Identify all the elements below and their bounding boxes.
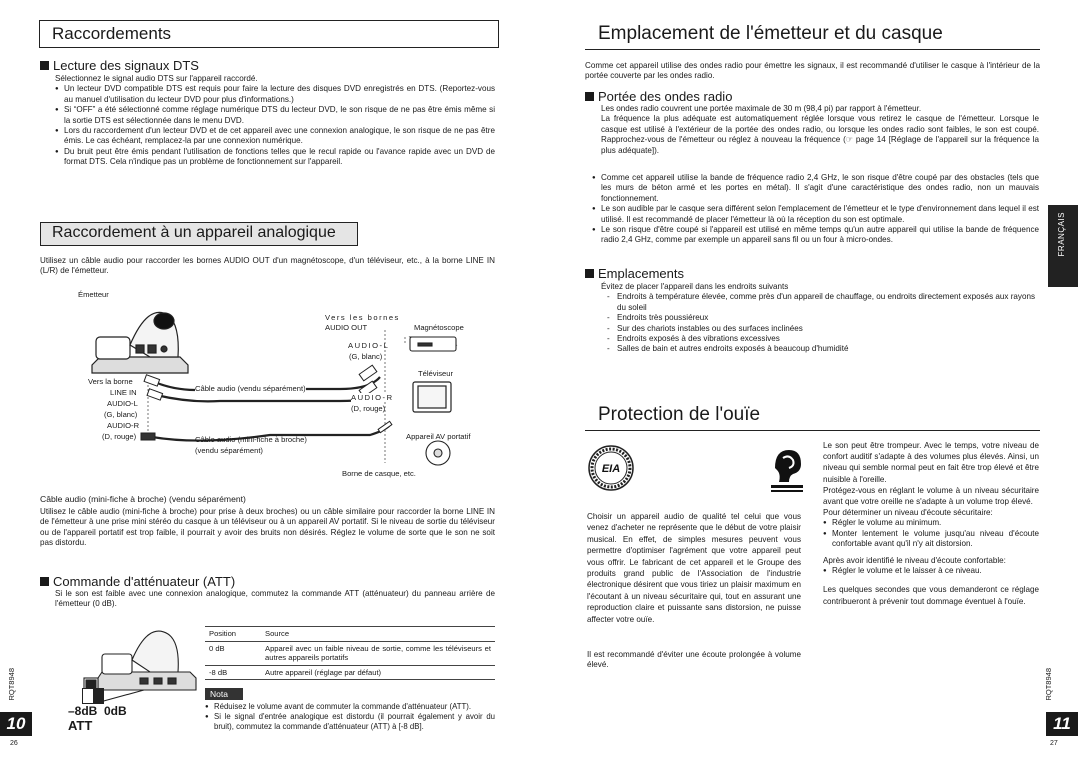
label-cable-audio: Câble audio (vendu séparément) [195, 384, 306, 393]
raccordements-title: Raccordements [52, 24, 172, 43]
francais-label: FRANÇAIS [1057, 212, 1066, 257]
portee-p2: La fréquence la plus adéquate est automatiquement réglée lorsque vous retirez le casque de l'émetteur. Lorsque le casque est utilisé à l'extérieur de la portée des ondes radio, ou lorsque les ondes radio sont faibles, le son est coupé. Rapprochez-vous de l'émetteur ou réglez à nouveau la fréquence (☞ page 14 [Réglage de l'appareil sur la fréquence la plus adéquate]). [601, 114, 1039, 155]
protection-col2-p2: Protégez-vous en réglant le volume à un niveau sécuritaire avant que votre oreille ne s'adapte à un volume trop élevé. [823, 485, 1039, 507]
ear-listening-icon [767, 444, 807, 494]
dts-intro: Sélectionnez le signal audio DTS sur l'appareil raccordé. [55, 74, 258, 83]
table-row [205, 665, 495, 680]
emplacement-rule [585, 49, 1040, 50]
label-vers-bornes: Vers les bornes [325, 313, 400, 322]
left-rqt: RQT8948 [7, 668, 16, 701]
left-small-page: 26 [10, 740, 18, 747]
dts-title: Lecture des signaux DTS [53, 58, 199, 73]
portee-bullets [592, 173, 1039, 246]
label-magnetoscope: Magnétoscope [414, 323, 464, 332]
label-left-audio-l: AUDIO-L [107, 399, 138, 408]
protection-col2 [823, 440, 1039, 607]
protection-col2-p3: Pour déterminer un niveau d'écoute sécuritaire: [823, 508, 993, 518]
att-title: Commande d'atténuateur (ATT) [53, 574, 236, 589]
protection-col1-p1: Choisir un appareil audio de qualité tel celui que vous venez d'acheter ne représente que le début de votre plaisir musical. En effet, de simples mesures peuvent vous permettre d'optimiser l'agrément que votre appareil peut vous offrir. Le fabricant de cet appareil et le Groupe des produits grand public de l'Association de l'industrie électronique désirent que vous tiriez un plaisir maximum en l'écoutant à un niveau sécuritaire qui, tout en assurant une reproduction claire et puissante sans distorsion, ne puisse affecter votre ouïe. [587, 512, 801, 624]
label-line-in: LINE IN [110, 388, 137, 397]
right-page-number: 11 [1046, 712, 1078, 736]
nota-block [205, 702, 495, 732]
table-cell: 0 dB [205, 641, 261, 665]
label-audio-r: AUDIO-R [351, 393, 394, 402]
protection-bullet: ● Monter lentement le volume jusqu'au niveau d'écoute confortable avant qu'il n'y ait distorsion. [823, 529, 1039, 550]
label-d-rouge: (D, rouge) [351, 404, 386, 413]
eia-logo [587, 444, 635, 492]
att-subtitle [40, 574, 235, 589]
mini-cable-text: Utilisez le câble audio (mini-fiche à broche) pour prise à deux broches) ou un câble similaire pour raccorder la borne LINE IN de l'émetteur à une prise mini stéréo du casque à un téléviseur ou à un appareil AV portatif. Si le niveau de sortie du téléviseur ou de l'appareil portatif est trop faible, il pourrait y avoir des bruits non désirés. Réglez le volume de sorte que le son ne soit pas distordu. [40, 507, 495, 548]
square-bullet-icon [40, 61, 49, 70]
protection-title: Protection de l'ouïe [598, 404, 761, 425]
table-cell: -8 dB [205, 665, 261, 680]
nota-bullet: ● Réduisez le volume avant de commuter la commande d'atténuateur (ATT). [205, 702, 495, 712]
protection-col2-p5: Les quelques secondes que vous demanderont ce réglage contribueront à prévenir tout dommage éventuel à l'ouïe. [823, 585, 1039, 606]
table-cell: Appareil avec un faible niveau de sortie, comme les téléviseurs et autres appareils portatifs [261, 641, 495, 665]
protection-col1-p2: Il est recommandé d'éviter une écoute prolongée à volume élevé. [587, 650, 801, 670]
emplacement-title: Emplacement de l'émetteur et du casque [598, 23, 943, 44]
analog-intro: Utilisez un câble audio pour raccorder les bornes AUDIO OUT d'un magnétoscope, d'un téléviseur, etc., à la borne LINE IN (L/R) de l'émetteur. [40, 256, 495, 276]
portee-subtitle [585, 89, 732, 104]
mini-cable-title: Câble audio (mini-fiche à broche) (vendu séparément) [40, 494, 246, 504]
label-televiseur: Téléviseur [418, 369, 454, 378]
att-switch-labels: –8dB 0dB [68, 704, 127, 718]
label-left-audio-r: AUDIO-R [107, 421, 140, 430]
dts-subtitle [40, 58, 199, 73]
emplacements-intro: Évitez de placer l'appareil dans les endroits suivants [601, 282, 789, 291]
listening-logo [767, 444, 807, 494]
emplacements-item: - Sur des chariots instables ou des surfaces inclinées [607, 324, 1039, 334]
att-table [205, 626, 495, 680]
table-row [205, 641, 495, 665]
protection-bullet: ● Régler le volume et le laisser à ce niveau. [823, 566, 1039, 576]
table-head-cell: Position [205, 627, 261, 642]
dts-bullet: ● Un lecteur DVD compatible DTS est requis pour faire la lecture des disques DVD enregistrés en DTS. (Reportez-vous au manuel d'utilisation du lecteur DVD pour plus d'informations.) [55, 84, 495, 105]
portee-block [601, 104, 1039, 156]
label-borne-casque: Borne de casque, etc. [342, 469, 416, 478]
label-g-blanc: (G, blanc) [349, 352, 383, 361]
att-drawing [40, 620, 200, 740]
emplacements-item: - Endroits à température élevée, comme près d'un appareil de chauffage, ou endroits directement exposés aux rayons du soleil [607, 292, 1039, 313]
eia-seal-icon [587, 444, 635, 492]
label-left-d-rouge: (D, rouge) [102, 432, 137, 441]
svg-text:EIA: EIA [601, 463, 621, 475]
connection-diagram [40, 285, 498, 481]
right-small-page: 27 [1050, 740, 1058, 747]
att-switch[interactable] [82, 688, 104, 704]
square-bullet-icon [585, 92, 594, 101]
dts-bullet: ● Du bruit peut être émis pendant l'utilisation de fonctions telles que le recul rapide ou l'avance rapide avec un DVD de format DTS. Cela n'indique pas un problème de fonctionnement sur l'appareil. [55, 147, 495, 168]
emplacements-subtitle [585, 266, 684, 281]
analog-title: Raccordement à un appareil analogique [52, 224, 336, 241]
label-appareil-av: Appareil AV portatif [406, 432, 471, 441]
label-vers-borne: Vers la borne [88, 377, 133, 386]
label-left-g-blanc: (G, blanc) [104, 410, 138, 419]
emplacements-title: Emplacements [598, 266, 684, 281]
protection-bullet: ● Régler le volume au minimum. [823, 518, 1039, 528]
emplacements-item: - Salles de bain et autres endroits exposés à beaucoup d'humidité [607, 344, 1039, 354]
portee-p1: Les ondes radio couvrent une portée maximale de 30 m (98,4 pi) par rapport à l'émetteur. [601, 104, 922, 113]
portee-bullet: ● Le son risque d'être coupé si l'appareil est utilisé en même temps qu'un autre appareil qui utilise la bande de fréquence radio 2,4 GHz, comme par exemple un appareil sans fil ou un four à micro-ondes. [592, 225, 1039, 246]
portee-bullet: ● Comme cet appareil utilise la bande de fréquence radio 2,4 GHz, le son risque d'être coupé par des obstacles (tels que les murs de béton armé et les portes en métal). Il s'agit d'une caractéristique des ondes radio, non un mauvais fonctionnement. [592, 173, 1039, 204]
protection-rule [585, 430, 1040, 431]
label-vendu-sep: (vendu séparément) [195, 446, 263, 455]
emplacement-intro: Comme cet appareil utilise des ondes radio pour émettre les signaux, il est recommandé d'utiliser le casque à l'intérieur de la portée couverte par les ondes radio. [585, 61, 1040, 81]
square-bullet-icon [40, 577, 49, 586]
table-header-row [205, 627, 495, 642]
nota-bullet: ● Si le signal d'entrée analogique est distordu (il pourrait également y avoir du bruit), commutez la commande d'atténuateur (ATT) à [-8 dB]. [205, 712, 495, 732]
label-cable-mini: Câble audio (mini-fiche à broche) [195, 435, 307, 444]
portee-bullet: ● Le son audible par le casque sera différent selon l'emplacement de l'émetteur et le type d'environnement dans lequel il est utilisé. Il est recommandé de placer l'émetteur là où la réception du son est optimale. [592, 204, 1039, 225]
emplacements-item: - Endroits très poussiéreux [607, 313, 1039, 323]
protection-col2-p1: Le son peut être trompeur. Avec le temps, votre niveau de confort auditif s'adapte à des volumes plus élevés. Ainsi, un niveau qui semble normal peut en fait être trop élevé et être nuisible à l'oreille. [823, 441, 1039, 484]
portee-title: Portée des ondes radio [598, 89, 733, 104]
switch-knob [93, 689, 103, 703]
left-page-number: 10 [0, 712, 32, 736]
dts-bullet: ● Lors du raccordement d'un lecteur DVD et de cet appareil avec une connexion analogique, le son risque de ne pas être émis. Le cas échéant, remplacez-la par une connexion numérique. [55, 126, 495, 147]
label-audio-l: AUDIO-L [348, 341, 390, 350]
label-audio-out: AUDIO OUT [325, 323, 368, 332]
att-text: Si le son est faible avec une connexion analogique, commutez la commande ATT (atténuateur) du panneau arrière de l'émetteur (0 dB). [55, 589, 495, 609]
emplacements-item: - Endroits exposés à des vibrations excessives [607, 334, 1039, 344]
table-cell: Autre appareil (réglage par défaut) [261, 665, 495, 680]
nota-badge: Nota [205, 688, 243, 700]
table-head-cell: Source [261, 627, 495, 642]
right-rqt: RQT8948 [1044, 668, 1053, 701]
att-illustration [40, 620, 200, 740]
dts-bullet: ● Si “OFF” a été sélectionné comme réglage numérique DTS du lecteur DVD, le son risque de ne pas être émis même si la sortie DTS est sélectionnée dans le menu DVD. [55, 105, 495, 126]
square-bullet-icon [585, 269, 594, 278]
dts-block [55, 74, 495, 168]
label-emetteur: Émetteur [78, 290, 109, 299]
protection-col2-p4: Après avoir identifié le niveau d'écoute confortable: [823, 555, 1006, 565]
att-label: ATT [68, 718, 93, 733]
emplacements-block [601, 282, 1039, 355]
